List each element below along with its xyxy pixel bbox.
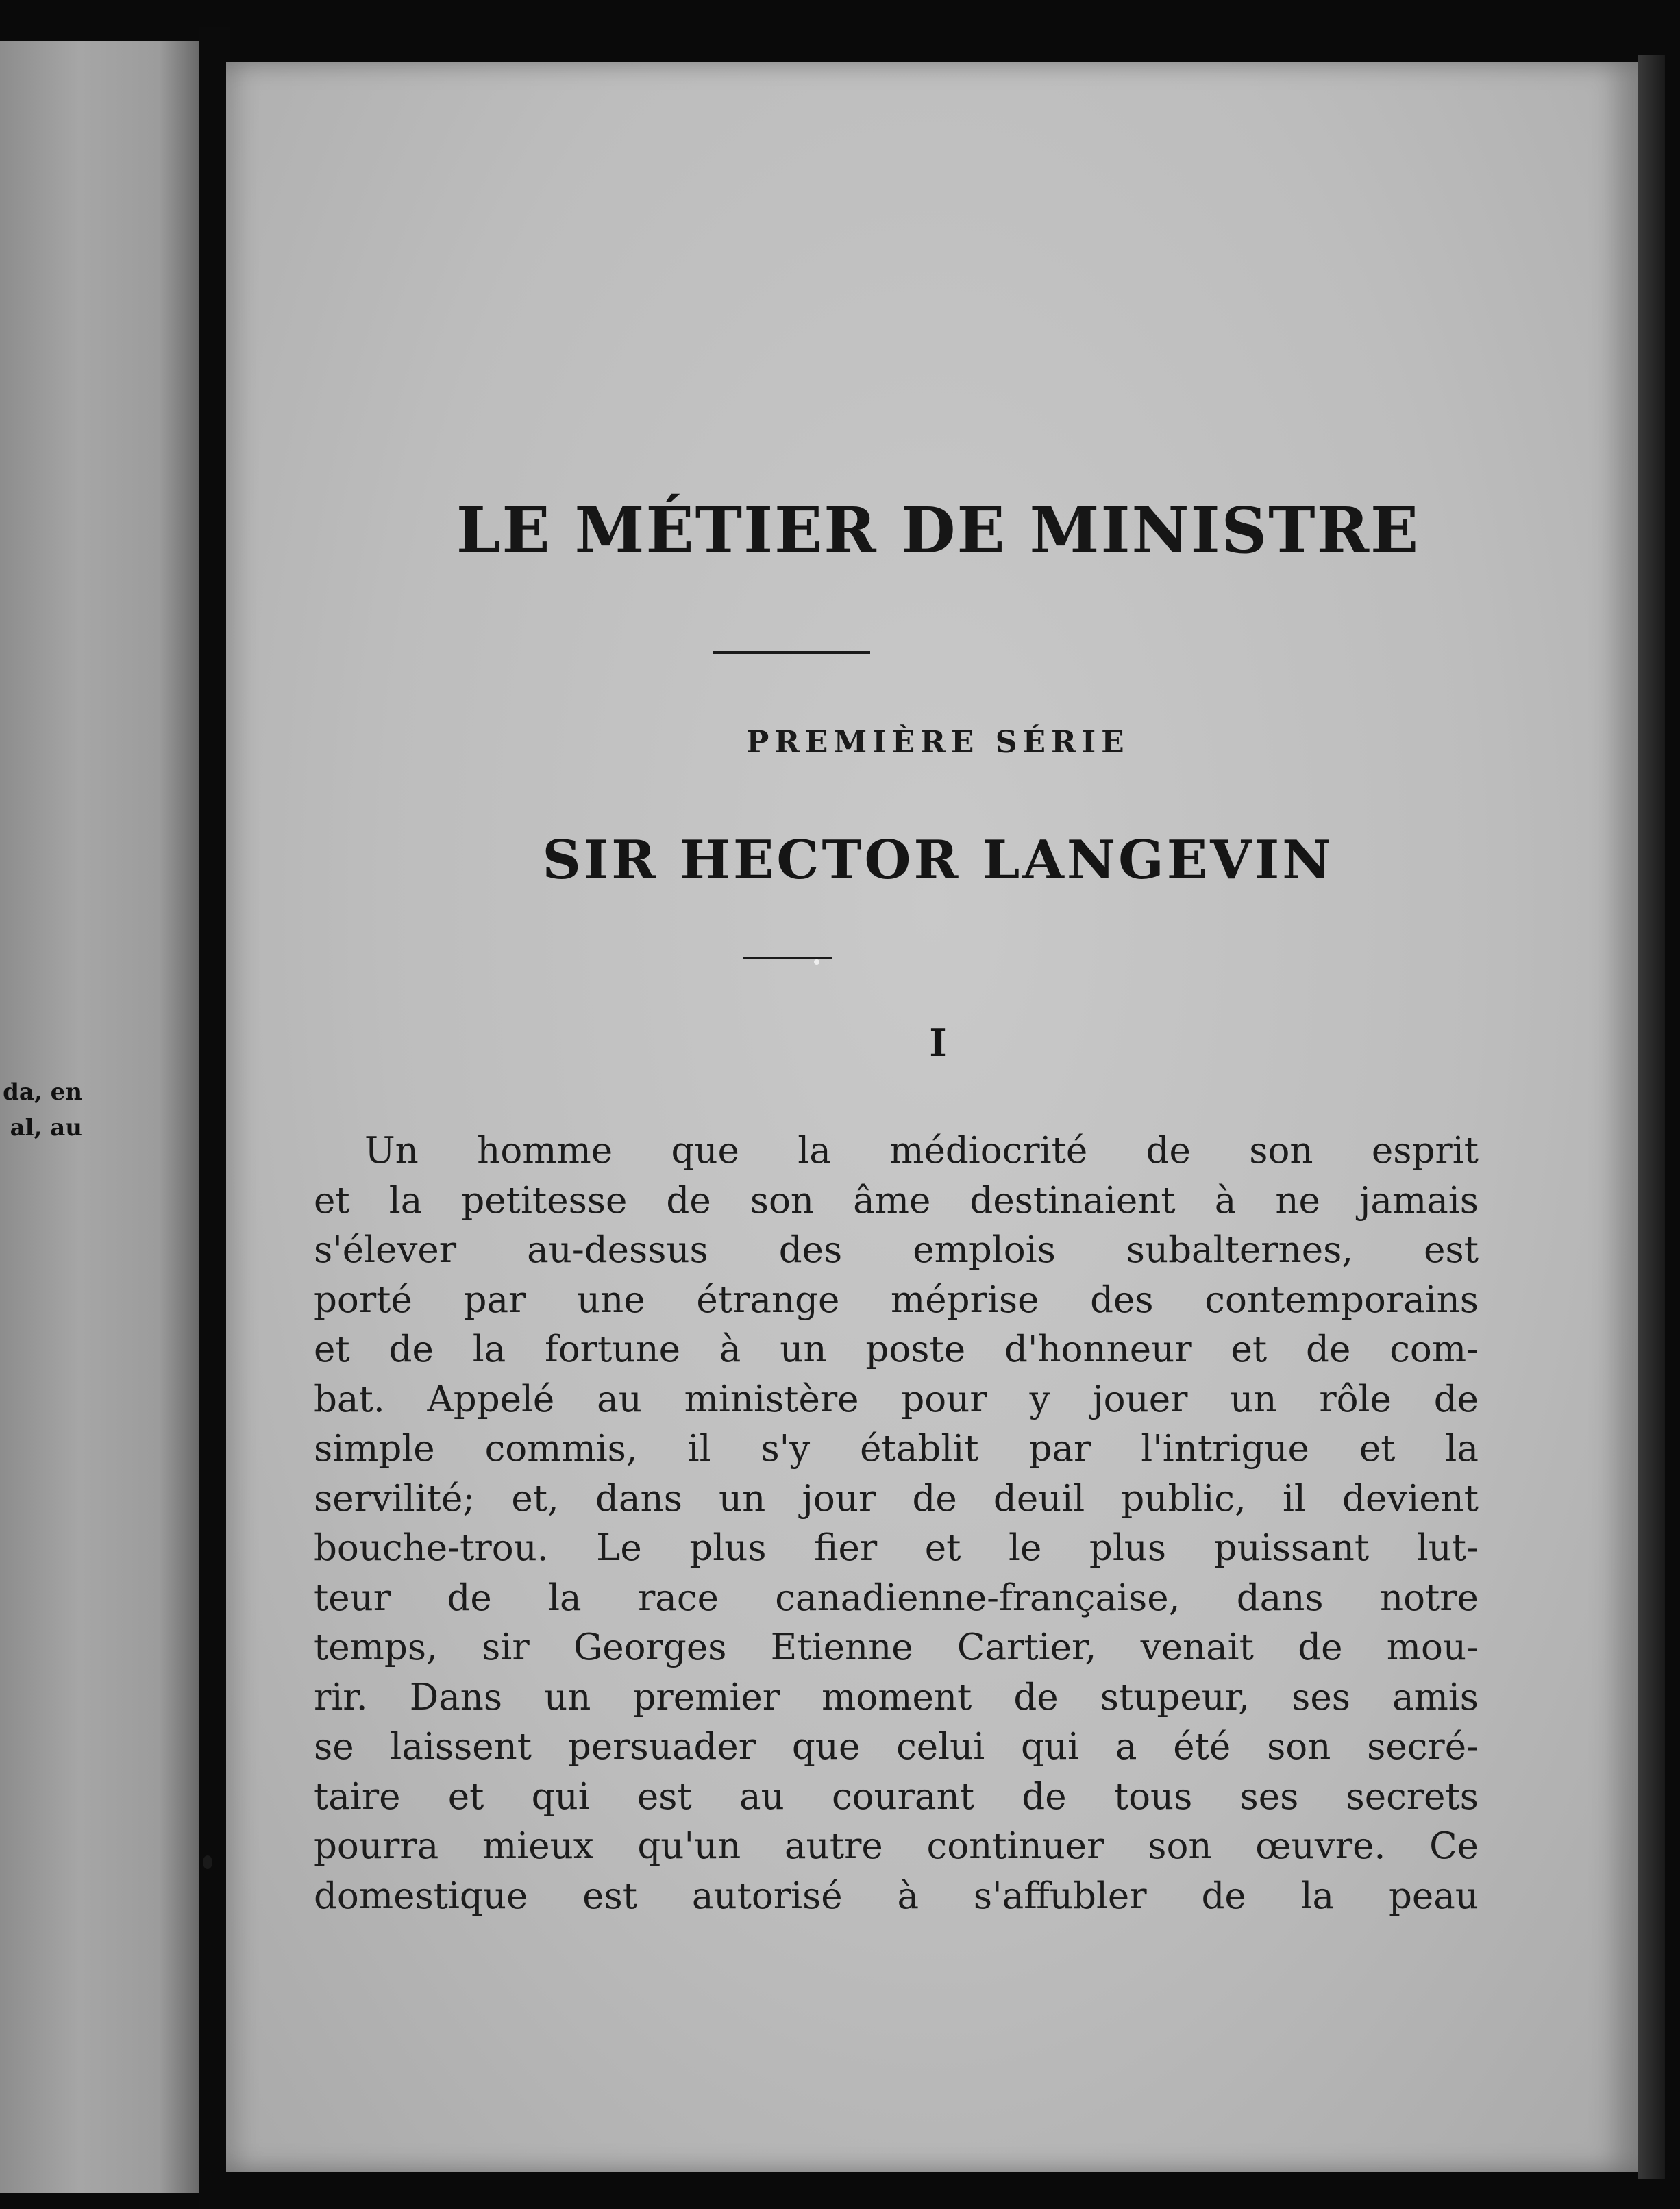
chapter-number: I	[929, 1021, 947, 1065]
series-heading: PREMIÈRE SÉRIE	[746, 725, 1130, 760]
left-fragment-line: da, en	[3, 1078, 82, 1106]
ink-speck	[203, 1855, 212, 1869]
body-line: porté par une étrange méprise des contemporains	[314, 1279, 1479, 1321]
body-line: simple commis, il s'y établit par l'intrigue et la	[314, 1428, 1479, 1470]
body-line: pourra mieux qu'un autre continuer son œuvre. Ce	[314, 1825, 1479, 1867]
body-line: et la petitesse de son âme destinaient à ne jamais	[314, 1179, 1479, 1222]
page-edge-shadow	[1638, 55, 1665, 2179]
left-page-text-fragment	[0, 1074, 82, 1146]
left-facing-page	[0, 41, 199, 2193]
body-line: s'élever au-dessus des emplois subalternes, est	[314, 1229, 1479, 1271]
body-line: Un homme que la médiocrité de son esprit	[365, 1130, 1479, 1172]
body-line: temps, sir Georges Etienne Cartier, venait de mou-	[314, 1627, 1479, 1668]
body-line: bouche-trou. Le plus fier et le plus puissant lut-	[314, 1527, 1479, 1569]
body-line: servilité; et, dans un jour de deuil public, il devient	[314, 1477, 1479, 1520]
body-line: teur de la race canadienne-française, dans notre	[314, 1577, 1479, 1619]
page-title: LE MÉTIER DE MINISTRE	[456, 493, 1420, 567]
body-line: taire et qui est au courant de tous ses secrets	[314, 1775, 1479, 1818]
left-fragment-line: al, au	[10, 1114, 82, 1141]
body-line: se laissent persuader que celui qui a été son secré-	[314, 1726, 1479, 1768]
body-paragraph	[314, 1126, 1479, 1921]
body-line: bat. Appelé au ministère pour y jouer un rôle de	[314, 1378, 1479, 1420]
subject-divider	[743, 957, 832, 959]
subject-heading: SIR HECTOR LANGEVIN	[542, 829, 1334, 891]
body-line: domestique est autorisé à s'affubler de la peau	[314, 1875, 1479, 1917]
body-line: et de la fortune à un poste d'honneur et de com-	[314, 1329, 1479, 1370]
body-line: rir. Dans un premier moment de stupeur, ses amis	[314, 1676, 1479, 1718]
right-page	[226, 62, 1638, 2172]
title-divider	[713, 651, 870, 654]
ink-speck	[814, 959, 819, 965]
